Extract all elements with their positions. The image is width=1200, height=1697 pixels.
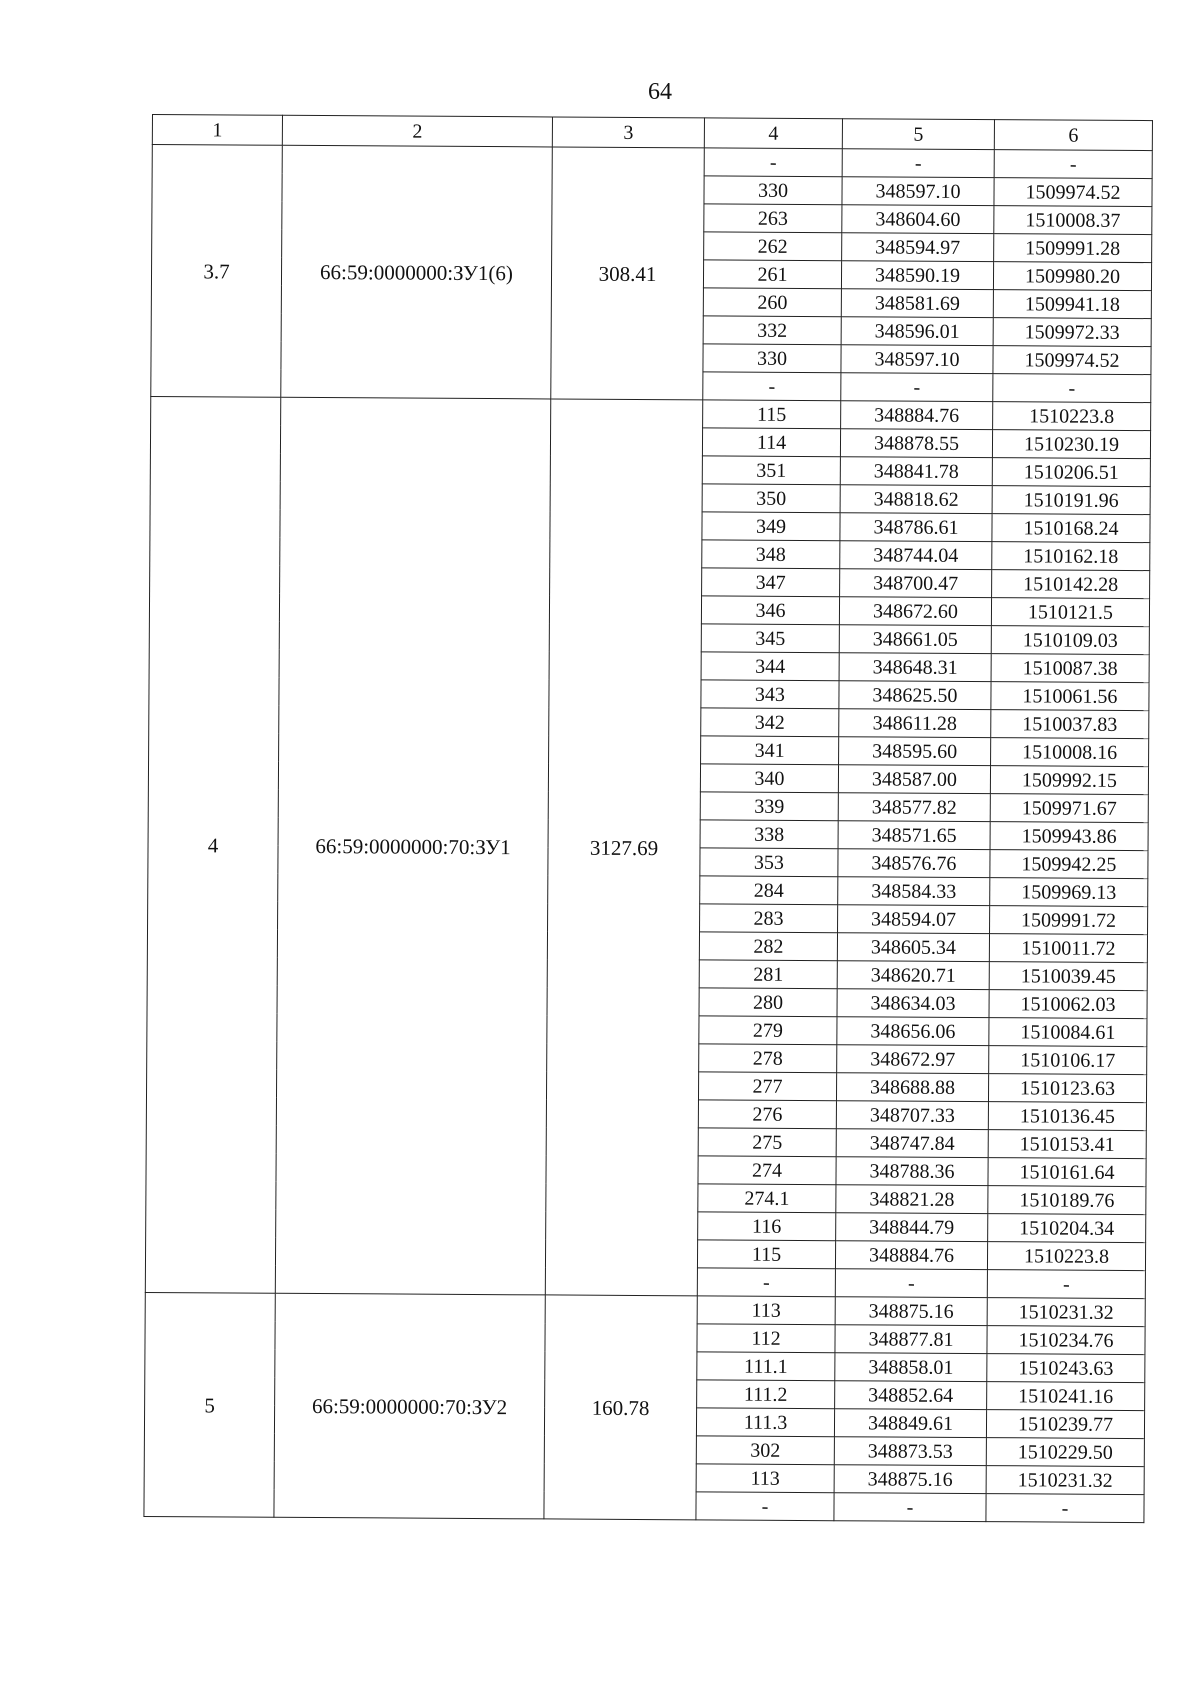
x-coordinate-cell: 348571.65 bbox=[838, 821, 990, 850]
point-number-cell: 116 bbox=[698, 1212, 836, 1241]
x-coordinate-cell: 348625.50 bbox=[839, 681, 991, 710]
x-coordinate-cell: - bbox=[835, 1269, 987, 1298]
point-number-cell: 341 bbox=[701, 736, 839, 765]
y-coordinate-cell: 1510153.41 bbox=[988, 1130, 1146, 1159]
y-coordinate-cell: 1510162.18 bbox=[992, 542, 1150, 571]
y-coordinate-cell: 1510062.03 bbox=[989, 990, 1147, 1019]
point-number-cell: 351 bbox=[702, 456, 840, 485]
y-coordinate-cell: - bbox=[994, 150, 1152, 179]
y-coordinate-cell: 1510008.16 bbox=[991, 738, 1149, 767]
point-number-cell: 349 bbox=[702, 512, 840, 541]
plot-area-cell: 160.78 bbox=[544, 1295, 697, 1520]
column-header-3: 3 bbox=[552, 117, 704, 148]
table-body bbox=[144, 145, 1152, 1523]
point-number-cell: 302 bbox=[696, 1436, 834, 1465]
column-header-1: 1 bbox=[152, 115, 282, 146]
point-number-cell: 262 bbox=[704, 232, 842, 261]
x-coordinate-cell: 348873.53 bbox=[834, 1437, 986, 1466]
x-coordinate-cell: - bbox=[834, 1493, 986, 1522]
y-coordinate-cell: 1510142.28 bbox=[992, 570, 1150, 599]
point-number-cell: - bbox=[703, 372, 841, 401]
y-coordinate-cell: 1509942.25 bbox=[990, 850, 1148, 879]
y-coordinate-cell: 1510084.61 bbox=[989, 1018, 1147, 1047]
point-number-cell: 274.1 bbox=[698, 1184, 836, 1213]
table-row bbox=[145, 1292, 1145, 1326]
x-coordinate-cell: 348878.55 bbox=[840, 429, 992, 458]
x-coordinate-cell: 348581.69 bbox=[841, 289, 993, 318]
point-number-cell: 330 bbox=[704, 176, 842, 205]
y-coordinate-cell: 1510204.34 bbox=[988, 1214, 1146, 1243]
x-coordinate-cell: 348577.82 bbox=[838, 793, 990, 822]
column-header-4: 4 bbox=[704, 118, 842, 149]
point-number-cell: 113 bbox=[696, 1464, 834, 1493]
x-coordinate-cell: 348604.60 bbox=[842, 205, 994, 234]
point-number-cell: 275 bbox=[698, 1128, 836, 1157]
point-number-cell: 283 bbox=[700, 904, 838, 933]
x-coordinate-cell: 348707.33 bbox=[836, 1101, 988, 1130]
y-coordinate-cell: 1510011.72 bbox=[989, 934, 1147, 963]
y-coordinate-cell: 1510206.51 bbox=[992, 458, 1150, 487]
x-coordinate-cell: 348844.79 bbox=[836, 1213, 988, 1242]
cadastral-number-cell: 66:59:0000000:70:ЗУ1 bbox=[275, 397, 550, 1295]
point-number-cell: 284 bbox=[700, 876, 838, 905]
point-number-cell: 330 bbox=[703, 344, 841, 373]
y-coordinate-cell: 1509971.67 bbox=[990, 794, 1148, 823]
y-coordinate-cell: 1510239.77 bbox=[986, 1410, 1144, 1439]
y-coordinate-cell: 1509980.20 bbox=[993, 262, 1151, 291]
point-number-cell: 274 bbox=[698, 1156, 836, 1185]
point-number-cell: 282 bbox=[699, 932, 837, 961]
x-coordinate-cell: 348594.97 bbox=[842, 233, 994, 262]
x-coordinate-cell: 348596.01 bbox=[841, 317, 993, 346]
x-coordinate-cell: 348590.19 bbox=[841, 261, 993, 290]
x-coordinate-cell: 348744.04 bbox=[840, 541, 992, 570]
point-number-cell: 260 bbox=[703, 288, 841, 317]
x-coordinate-cell: 348875.16 bbox=[834, 1465, 986, 1494]
y-coordinate-cell: 1510109.03 bbox=[991, 626, 1149, 655]
x-coordinate-cell: 348788.36 bbox=[836, 1157, 988, 1186]
column-header-2: 2 bbox=[282, 115, 552, 147]
x-coordinate-cell: 348877.81 bbox=[835, 1325, 987, 1354]
x-coordinate-cell: - bbox=[842, 149, 994, 178]
x-coordinate-cell: 348576.76 bbox=[838, 849, 990, 878]
point-number-cell: 281 bbox=[699, 960, 837, 989]
y-coordinate-cell: 1510037.83 bbox=[991, 710, 1149, 739]
point-number-cell: 112 bbox=[697, 1324, 835, 1353]
y-coordinate-cell: 1509992.15 bbox=[990, 766, 1148, 795]
y-coordinate-cell: 1510161.64 bbox=[988, 1158, 1146, 1187]
table-row bbox=[152, 145, 1152, 179]
y-coordinate-cell: 1510231.32 bbox=[986, 1466, 1144, 1495]
y-coordinate-cell: 1509972.33 bbox=[993, 318, 1151, 347]
column-header-5: 5 bbox=[842, 119, 994, 150]
x-coordinate-cell: 348875.16 bbox=[835, 1297, 987, 1326]
x-coordinate-cell: 348661.05 bbox=[839, 625, 991, 654]
point-number-cell: 342 bbox=[701, 708, 839, 737]
point-number-cell: 338 bbox=[700, 820, 838, 849]
y-coordinate-cell: 1510223.8 bbox=[987, 1242, 1145, 1271]
y-coordinate-cell: 1510223.8 bbox=[993, 402, 1151, 431]
point-number-cell: 280 bbox=[699, 988, 837, 1017]
x-coordinate-cell: 348700.47 bbox=[840, 569, 992, 598]
y-coordinate-cell: 1510229.50 bbox=[986, 1438, 1144, 1467]
x-coordinate-cell: 348620.71 bbox=[837, 961, 989, 990]
y-coordinate-cell: 1510189.76 bbox=[988, 1186, 1146, 1215]
coordinates-table-container bbox=[143, 114, 1152, 1523]
point-number-cell: 332 bbox=[703, 316, 841, 345]
x-coordinate-cell: 348595.60 bbox=[839, 737, 991, 766]
point-number-cell: 115 bbox=[703, 400, 841, 429]
page-number: 64 bbox=[648, 79, 672, 105]
y-coordinate-cell: 1509974.52 bbox=[993, 346, 1151, 375]
point-number-cell: 344 bbox=[701, 652, 839, 681]
x-coordinate-cell: 348597.10 bbox=[841, 345, 993, 374]
point-number-cell: 347 bbox=[702, 568, 840, 597]
point-number-cell: 353 bbox=[700, 848, 838, 877]
point-number-cell: 278 bbox=[699, 1044, 837, 1073]
y-coordinate-cell: 1510106.17 bbox=[989, 1046, 1147, 1075]
point-number-cell: - bbox=[697, 1268, 835, 1297]
plot-number-cell: 5 bbox=[144, 1292, 275, 1517]
x-coordinate-cell: 348597.10 bbox=[842, 177, 994, 206]
point-number-cell: 348 bbox=[702, 540, 840, 569]
x-coordinate-cell: 348634.03 bbox=[837, 989, 989, 1018]
y-coordinate-cell: 1509943.86 bbox=[990, 822, 1148, 851]
x-coordinate-cell: 348605.34 bbox=[837, 933, 989, 962]
y-coordinate-cell: 1509969.13 bbox=[990, 878, 1148, 907]
y-coordinate-cell: 1510061.56 bbox=[991, 682, 1149, 711]
point-number-cell: - bbox=[696, 1492, 834, 1521]
y-coordinate-cell: 1509991.28 bbox=[994, 234, 1152, 263]
y-coordinate-cell: 1510241.16 bbox=[987, 1382, 1145, 1411]
point-number-cell: 115 bbox=[697, 1240, 835, 1269]
x-coordinate-cell: 348884.76 bbox=[841, 401, 993, 430]
point-number-cell: 261 bbox=[703, 260, 841, 289]
x-coordinate-cell: 348821.28 bbox=[836, 1185, 988, 1214]
point-number-cell: 111.3 bbox=[696, 1408, 834, 1437]
x-coordinate-cell: 348849.61 bbox=[834, 1409, 986, 1438]
point-number-cell: 340 bbox=[700, 764, 838, 793]
y-coordinate-cell: 1509941.18 bbox=[993, 290, 1151, 319]
point-number-cell: 279 bbox=[699, 1016, 837, 1045]
column-header-6: 6 bbox=[994, 120, 1152, 151]
y-coordinate-cell: - bbox=[986, 1494, 1144, 1523]
y-coordinate-cell: 1510136.45 bbox=[988, 1102, 1146, 1131]
y-coordinate-cell: 1510230.19 bbox=[992, 430, 1150, 459]
point-number-cell: 343 bbox=[701, 680, 839, 709]
x-coordinate-cell: 348672.97 bbox=[837, 1045, 989, 1074]
point-number-cell: 113 bbox=[697, 1296, 835, 1325]
point-number-cell: 277 bbox=[698, 1072, 836, 1101]
y-coordinate-cell: 1510168.24 bbox=[992, 514, 1150, 543]
x-coordinate-cell: 348688.88 bbox=[836, 1073, 988, 1102]
x-coordinate-cell: 348841.78 bbox=[840, 457, 992, 486]
y-coordinate-cell: 1509991.72 bbox=[990, 906, 1148, 935]
coordinates-table bbox=[143, 114, 1153, 1523]
y-coordinate-cell: 1510123.63 bbox=[988, 1074, 1146, 1103]
y-coordinate-cell: 1510231.32 bbox=[987, 1298, 1145, 1327]
x-coordinate-cell: 348594.07 bbox=[838, 905, 990, 934]
y-coordinate-cell: 1510121.5 bbox=[991, 598, 1149, 627]
plot-area-cell: 3127.69 bbox=[545, 399, 702, 1296]
x-coordinate-cell: 348747.84 bbox=[836, 1129, 988, 1158]
x-coordinate-cell: 348858.01 bbox=[835, 1353, 987, 1382]
cadastral-number-cell: 66:59:0000000:70:ЗУ2 bbox=[274, 1293, 545, 1519]
x-coordinate-cell: 348884.76 bbox=[835, 1241, 987, 1270]
y-coordinate-cell: 1510039.45 bbox=[989, 962, 1147, 991]
point-number-cell: 339 bbox=[700, 792, 838, 821]
x-coordinate-cell: 348786.61 bbox=[840, 513, 992, 542]
y-coordinate-cell: - bbox=[987, 1270, 1145, 1299]
x-coordinate-cell: 348852.64 bbox=[835, 1381, 987, 1410]
y-coordinate-cell: 1510008.37 bbox=[994, 206, 1152, 235]
table-row bbox=[151, 396, 1151, 430]
plot-number-cell: 3.7 bbox=[151, 145, 283, 398]
x-coordinate-cell: 348587.00 bbox=[838, 765, 990, 794]
y-coordinate-cell: 1510234.76 bbox=[987, 1326, 1145, 1355]
x-coordinate-cell: 348611.28 bbox=[839, 709, 991, 738]
point-number-cell: 350 bbox=[702, 484, 840, 513]
x-coordinate-cell: 348584.33 bbox=[838, 877, 990, 906]
point-number-cell: 111.2 bbox=[697, 1380, 835, 1409]
x-coordinate-cell: 348656.06 bbox=[837, 1017, 989, 1046]
point-number-cell: 346 bbox=[701, 596, 839, 625]
x-coordinate-cell: 348818.62 bbox=[840, 485, 992, 514]
point-number-cell: 111.1 bbox=[697, 1352, 835, 1381]
point-number-cell: 276 bbox=[698, 1100, 836, 1129]
x-coordinate-cell: 348648.31 bbox=[839, 653, 991, 682]
point-number-cell: 345 bbox=[701, 624, 839, 653]
point-number-cell: 114 bbox=[702, 428, 840, 457]
point-number-cell: 263 bbox=[704, 204, 842, 233]
x-coordinate-cell: - bbox=[841, 373, 993, 402]
cadastral-number-cell: 66:59:0000000:ЗУ1(6) bbox=[281, 145, 553, 399]
plot-number-cell: 4 bbox=[145, 396, 280, 1293]
plot-area-cell: 308.41 bbox=[551, 147, 705, 400]
x-coordinate-cell: 348672.60 bbox=[839, 597, 991, 626]
y-coordinate-cell: 1509974.52 bbox=[994, 178, 1152, 207]
y-coordinate-cell: - bbox=[993, 374, 1151, 403]
y-coordinate-cell: 1510087.38 bbox=[991, 654, 1149, 683]
y-coordinate-cell: 1510191.96 bbox=[992, 486, 1150, 515]
point-number-cell: - bbox=[704, 148, 842, 177]
y-coordinate-cell: 1510243.63 bbox=[987, 1354, 1145, 1383]
